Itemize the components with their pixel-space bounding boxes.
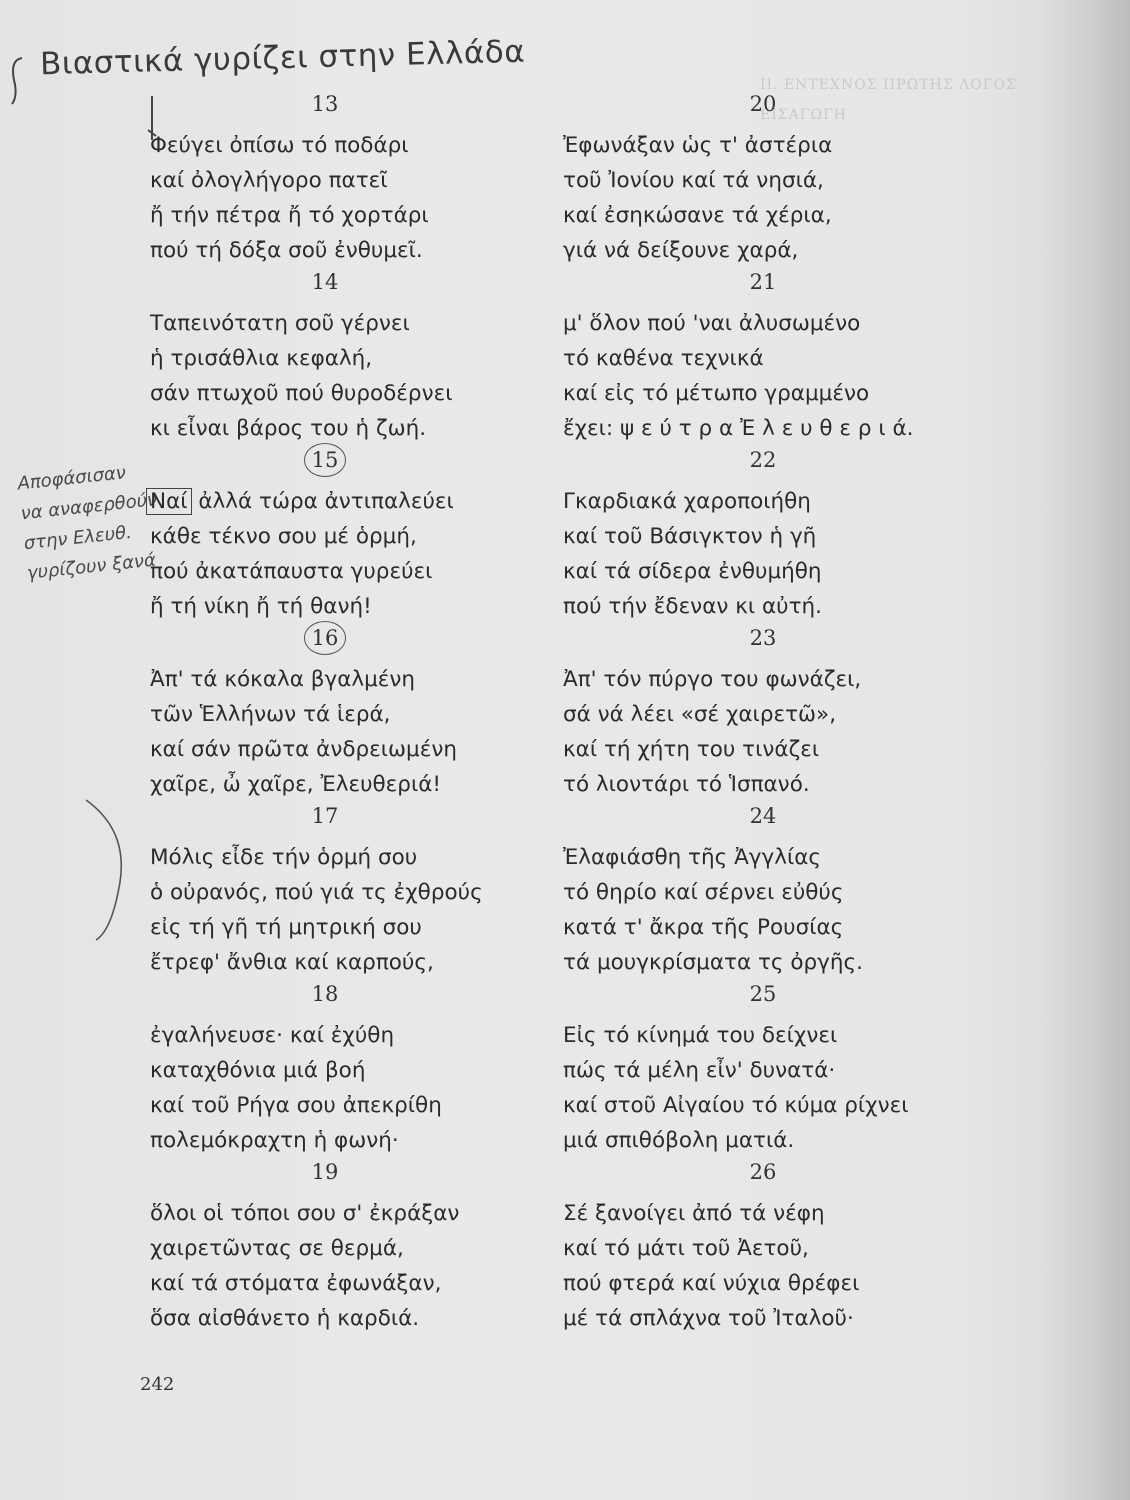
verse-line: Εἰς τό κίνημά του δείχνει [563, 1023, 838, 1048]
verse-line: ὅλοι οἱ τόποι σου σ' ἐκράξαν [150, 1201, 460, 1226]
verse-line: Ναί ἀλλά τώρα ἀντιπαλεύει [150, 484, 454, 519]
verse-line: πού φτερά καί νύχια θρέφει [563, 1271, 860, 1296]
verse-line: ἐγαλήνευσε· καί ἐχύθη [150, 1023, 395, 1048]
stanza-number: 24 [749, 804, 777, 828]
verse-line: πολεμόκραχτη ἡ φωνή· [150, 1128, 399, 1153]
verse-line: Μόλις εἶδε τήν ὁρμή σου [150, 845, 418, 870]
boxed-word: Ναί [146, 488, 192, 515]
stanza-26 [563, 1160, 993, 1338]
verse-line: κάθε τέκνο σου μέ ὁρμή, [150, 524, 417, 549]
stanza-25 [563, 982, 993, 1160]
verse-line: καί τοῦ Βάσιγκτον ἡ γῆ [563, 524, 817, 549]
verse-line: καί τά στόματα ἐφωνάξαν, [150, 1271, 442, 1296]
stanza-number: 18 [311, 982, 339, 1006]
verse-line: καί τοῦ Ρήγα σου ἀπεκρίθη [150, 1093, 442, 1118]
verse-line: καί στοῦ Αἰγαίου τό κύμα ρίχνει [563, 1093, 909, 1118]
verse-line: καί ἐσηκώσανε τά χέρια, [563, 203, 832, 228]
verse-line: σά νά λέει «σέ χαιρετῶ», [563, 702, 837, 727]
verse-line: πώς τά μέλη εἶν' δυνατά· [563, 1058, 836, 1083]
stanza-17 [150, 804, 580, 982]
verse-line: τά μουγκρίσματα τς ὀργῆς. [563, 950, 863, 975]
stanza-18 [150, 982, 580, 1160]
stanza-21 [563, 270, 993, 448]
verse-line: μιά σπιθόβολη ματιά. [563, 1128, 795, 1153]
handwritten-side-note: Αποφάσισαν να αναφερθούν στην Ελευθ. γυρίζουν ξανά [16, 462, 159, 585]
stanza-22 [563, 448, 993, 626]
stanza-13 [150, 92, 580, 270]
verse-line: Ἐλαφιάσθη τῆς Ἀγγλίας [563, 845, 822, 870]
verse-line: Σέ ξανοίγει ἀπό τά νέφη [563, 1201, 825, 1226]
verse-line: Γκαρδιακά χαροποιήθη [563, 489, 811, 514]
stanza-number-circled: 15 [110, 448, 540, 477]
verse-line: τοῦ Ἰονίου καί τά νησιά, [563, 168, 824, 193]
margin-bracket-mark [12, 58, 22, 104]
verse-line: τό θηρίο καί σέρνει εὐθύς [563, 880, 844, 905]
verse-line: εἰς τή γῆ τή μητρική σου [150, 915, 422, 940]
stanza-number-circled: 16 [110, 626, 540, 655]
verse-line: ἤ τήν πέτρα ἤ τό χορτάρι [150, 203, 429, 228]
left-column [150, 92, 580, 1338]
verse-line: καί τά σίδερα ἐνθυμήθη [563, 559, 822, 584]
stanza-23 [563, 626, 993, 804]
verse-line: τό καθένα τεχνικά [563, 346, 764, 371]
verse-line: πού τή δόξα σοῦ ἐνθυμεῖ. [150, 238, 423, 263]
stanza-14 [150, 270, 580, 448]
verse-line: Φεύγει ὀπίσω τό ποδάρι [150, 133, 409, 158]
verse-line: σάν πτωχοῦ πού θυροδέρνει [150, 381, 453, 406]
stanza-15 [150, 448, 580, 626]
verse-line: καί εἰς τό μέτωπο γραμμένο [563, 381, 870, 406]
stanza-24 [563, 804, 993, 982]
verse-line: πού ἀκατάπαυστα γυρεύει [150, 559, 433, 584]
stanza-number: 22 [749, 448, 777, 472]
verse-line: καί ὀλογλήγορο πατεῖ [150, 168, 388, 193]
stanza-number: 13 [311, 92, 339, 116]
verse-line: Ἀπ' τά κόκαλα βγαλμένη [150, 667, 416, 692]
handwritten-top-note: Βιαστικά γυρίζει στην Ελλάδα [39, 33, 526, 83]
verse-line: Ἐφωνάξαν ὡς τ' ἀστέρια [563, 133, 833, 158]
stanza-number: 21 [749, 270, 777, 294]
verse-line: καί τό μάτι τοῦ Ἀετοῦ, [563, 1236, 809, 1261]
verse-line: μ' ὅλον πού 'ναι ἀλυσωμένο [563, 311, 861, 336]
verse-line: Ταπεινότατη σοῦ γέρνει [150, 311, 410, 336]
verse-line: χαῖρε, ὦ χαῖρε, Ἐλευθεριά! [150, 772, 442, 797]
right-column [563, 92, 993, 1338]
verse-line: πού τήν ἔδεναν κι αὐτή. [563, 594, 823, 619]
stanza-number: 17 [311, 804, 339, 828]
stanza-number: 26 [749, 1160, 777, 1184]
verse-line: καί τή χήτη του τινάζει [563, 737, 820, 762]
verse-line: καταχθόνια μιά βοή [150, 1058, 366, 1083]
stanza-19 [150, 1160, 580, 1338]
stanza-number: 23 [749, 626, 777, 650]
page-number: 242 [140, 1374, 175, 1395]
verse-line: καί σάν πρῶτα ἀνδρειωμένη [150, 737, 457, 762]
verse-line: Ἀπ' τόν πύργο του φωνάζει, [563, 667, 862, 692]
verse-line: ἔχει: ψ ε ύ τ ρ α Ἐ λ ε υ θ ε ρ ι ά. [563, 416, 914, 441]
verse-line: ἤ τή νίκη ἤ τή θανή! [150, 594, 372, 619]
verse-line: χαιρετῶντας σε θερμά, [150, 1236, 404, 1261]
bleed-through-text: II. ΕΝΤΕΧΝΟΣ ΠΡΩΤΗΣ ΛΟΓΟΣ ΕΙΣΑΓΩΓΗ [760, 77, 1017, 123]
verse-line: μέ τά σπλάχνα τοῦ Ἰταλοῦ· [563, 1306, 854, 1331]
verse-line: τό λιοντάρι τό Ἱσπανό. [563, 772, 810, 797]
stanza-number: 20 [749, 92, 777, 116]
stanza-number: 25 [749, 982, 777, 1006]
verse-line: κατά τ' ἄκρα τῆς Ρουσίας [563, 915, 844, 940]
stanza-number: 19 [311, 1160, 339, 1184]
verse-line: γιά νά δείξουνε χαρά, [563, 238, 799, 263]
verse-line: τῶν Ἑλλήνων τά ἱερά, [150, 702, 391, 727]
verse-line: ἔτρεφ' ἄνθια καί καρπούς, [150, 950, 434, 975]
verse-line: ἡ τρισάθλια κεφαλή, [150, 346, 373, 371]
verse-line: ὁ οὐρανός, πού γιά τς ἐχθρούς [150, 880, 483, 905]
stanza-number: 14 [311, 270, 339, 294]
stanza-20 [563, 92, 993, 270]
verse-line: κι εἶναι βάρος του ἡ ζωή. [150, 416, 427, 441]
stanza-16 [150, 626, 580, 804]
verse-line: ὅσα αἰσθάνετο ἡ καρδιά. [150, 1306, 420, 1331]
